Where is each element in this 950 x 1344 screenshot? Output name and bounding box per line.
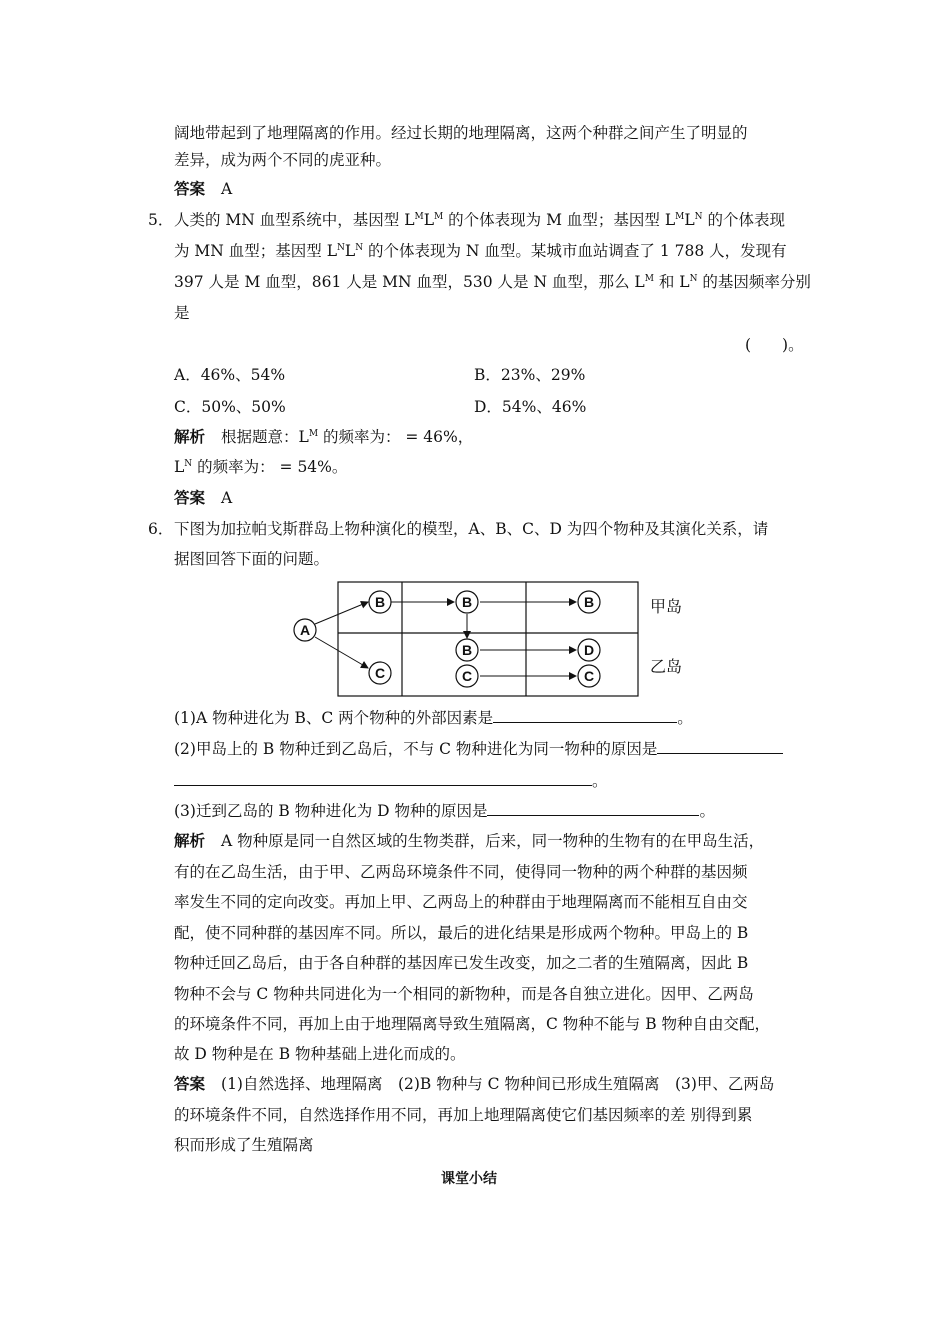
- answer-label: 答案: [174, 180, 206, 198]
- intro-answer: [174, 178, 232, 200]
- q6-analysis-line: 有的在乙岛生活，由于甲、乙两岛环境条件不同，使得同一物种的两个种群的基因频: [174, 863, 748, 881]
- q6-analysis-line: 的环境条件不同，再加上由于地理隔离导致生殖隔离，C 物种不能与 B 物种自由交配，: [174, 1015, 771, 1033]
- species-d-label: D: [583, 642, 595, 658]
- answer-value: A: [221, 489, 233, 507]
- species-c-label-3: C: [583, 668, 595, 684]
- species-b-label-4: B: [461, 642, 473, 658]
- q5-line-3: 397 人是 M 血型，861 人是 MN 血型，530 人是 N 血型，那么 $L^M$ 和 $L^N$ 的基因频率分别: [174, 273, 811, 291]
- q5-number: 5．: [148, 211, 174, 229]
- q5-line-2: 为 MN 血型；基因型 $L^NL^N$ 的个体表现为 N 血型。某城市血站调查了 1 788 人，发现有: [174, 242, 787, 260]
- q6-line-1: 下图为加拉帕戈斯群岛上物种演化的模型，A、B、C、D 为四个物种及其演化关系，请: [174, 520, 769, 538]
- q5-option-a: A．46%、54%: [174, 366, 286, 384]
- species-c-label-1: C: [374, 665, 386, 681]
- q5-option-b: B．23%、29%: [474, 366, 586, 384]
- q6-analysis-line: 解析 A 物种原是同一自然区域的生物类群，后来，同一物种的生物有的在甲岛生活，: [174, 832, 765, 850]
- q5-option-c: C．50%、50%: [174, 398, 286, 416]
- species-b-label-3: B: [583, 594, 595, 610]
- q5-analysis-1: 解析 根据题意：$L^M$ 的频率为： = 46%，: [174, 428, 474, 446]
- species-b-label-2: B: [461, 594, 473, 610]
- q5-line-1: 人类的 MN 血型系统中，基因型 $L^ML^M$ 的个体表现为 M 血型；基因型 $L^ML^N$ 的个体表现: [174, 211, 785, 229]
- q5-analysis-2: $L^N$ 的频率为： = 54%。: [174, 458, 348, 476]
- q6-number: 6．: [148, 520, 174, 538]
- answer-label: 答案: [174, 489, 206, 507]
- analysis-label: 解析: [174, 428, 206, 446]
- q6-line-2: 据图回答下面的问题。: [174, 550, 330, 568]
- q6-analysis-line: 物种不会与 C 物种共同进化为一个相同的新物种，而是各自独立进化。因甲、乙两岛: [174, 985, 754, 1003]
- q5-answer: [174, 487, 232, 509]
- q6-answer-line: 积而形成了生殖隔离: [174, 1136, 314, 1154]
- answer-blank-2a[interactable]: [657, 738, 783, 754]
- answer-label: 答案: [174, 1075, 206, 1093]
- q6-answer-line: 答案 (1)自然选择、地理隔离 (2)B 物种与 C 物种间已形成生殖隔离 (3)甲、乙两岛: [174, 1075, 775, 1093]
- intro-line-1: 阔地带起到了地理隔离的作用。经过长期的地理隔离，这两个种群之间产生了明显的: [174, 124, 748, 142]
- answer-value: A: [221, 180, 233, 198]
- q6-answer-line: 的环境条件不同，自然选择作用不同，再加上地理隔离使它们基因频率的差 别得到累: [174, 1106, 753, 1124]
- answer-blank-1[interactable]: [493, 707, 677, 723]
- intro-line-2: 差异，成为两个不同的虎亚种。: [174, 151, 392, 169]
- answer-blank-2b[interactable]: [174, 770, 592, 786]
- island-jia-label: 甲岛: [650, 599, 683, 616]
- answer-blank-3[interactable]: [487, 800, 699, 816]
- analysis-label: 解析: [174, 832, 206, 850]
- arrow-a-to-b: [315, 602, 368, 624]
- q6-analysis-line: 率发生不同的定向改变。再加上甲、乙两岛上的种群由于地理隔离而不能相互自由交: [174, 893, 748, 911]
- q6-sub-2-cont: 。: [174, 770, 608, 792]
- arrow-a-to-c: [315, 637, 368, 668]
- q5-option-d: D．54%、46%: [474, 398, 587, 416]
- q6-analysis-line: 物种迁回乙岛后，由于各自种群的基因库已发生改变，加之二者的生殖隔离，因此 B: [174, 954, 749, 972]
- q5-line-4: 是: [174, 304, 190, 322]
- q6-sub-2: (2)甲岛上的 B 物种迁到乙岛后，不与 C 物种进化为同一物种的原因是: [174, 738, 783, 760]
- section-title: 课堂小结: [441, 1171, 497, 1187]
- species-c-label-2: C: [461, 668, 473, 684]
- q5-answer-paren: ( )。: [745, 336, 804, 354]
- species-a-label: A: [299, 622, 311, 638]
- species-b-label-1: B: [374, 594, 386, 610]
- q6-analysis-line: 配，使不同种群的基因库不同。所以，最后的进化结果是形成两个物种。甲岛上的 B: [174, 924, 749, 942]
- q6-analysis-line: 故 D 物种是在 B 物种基础上进化而成的。: [174, 1045, 466, 1063]
- q6-sub-1: (1)A 物种进化为 B、C 两个物种的外部因素是 。: [174, 709, 693, 727]
- q6-sub-3: (3)迁到乙岛的 B 物种进化为 D 物种的原因是 。: [174, 802, 715, 820]
- island-yi-label: 乙岛: [650, 659, 683, 676]
- species-evolution-diagram: [290, 580, 700, 700]
